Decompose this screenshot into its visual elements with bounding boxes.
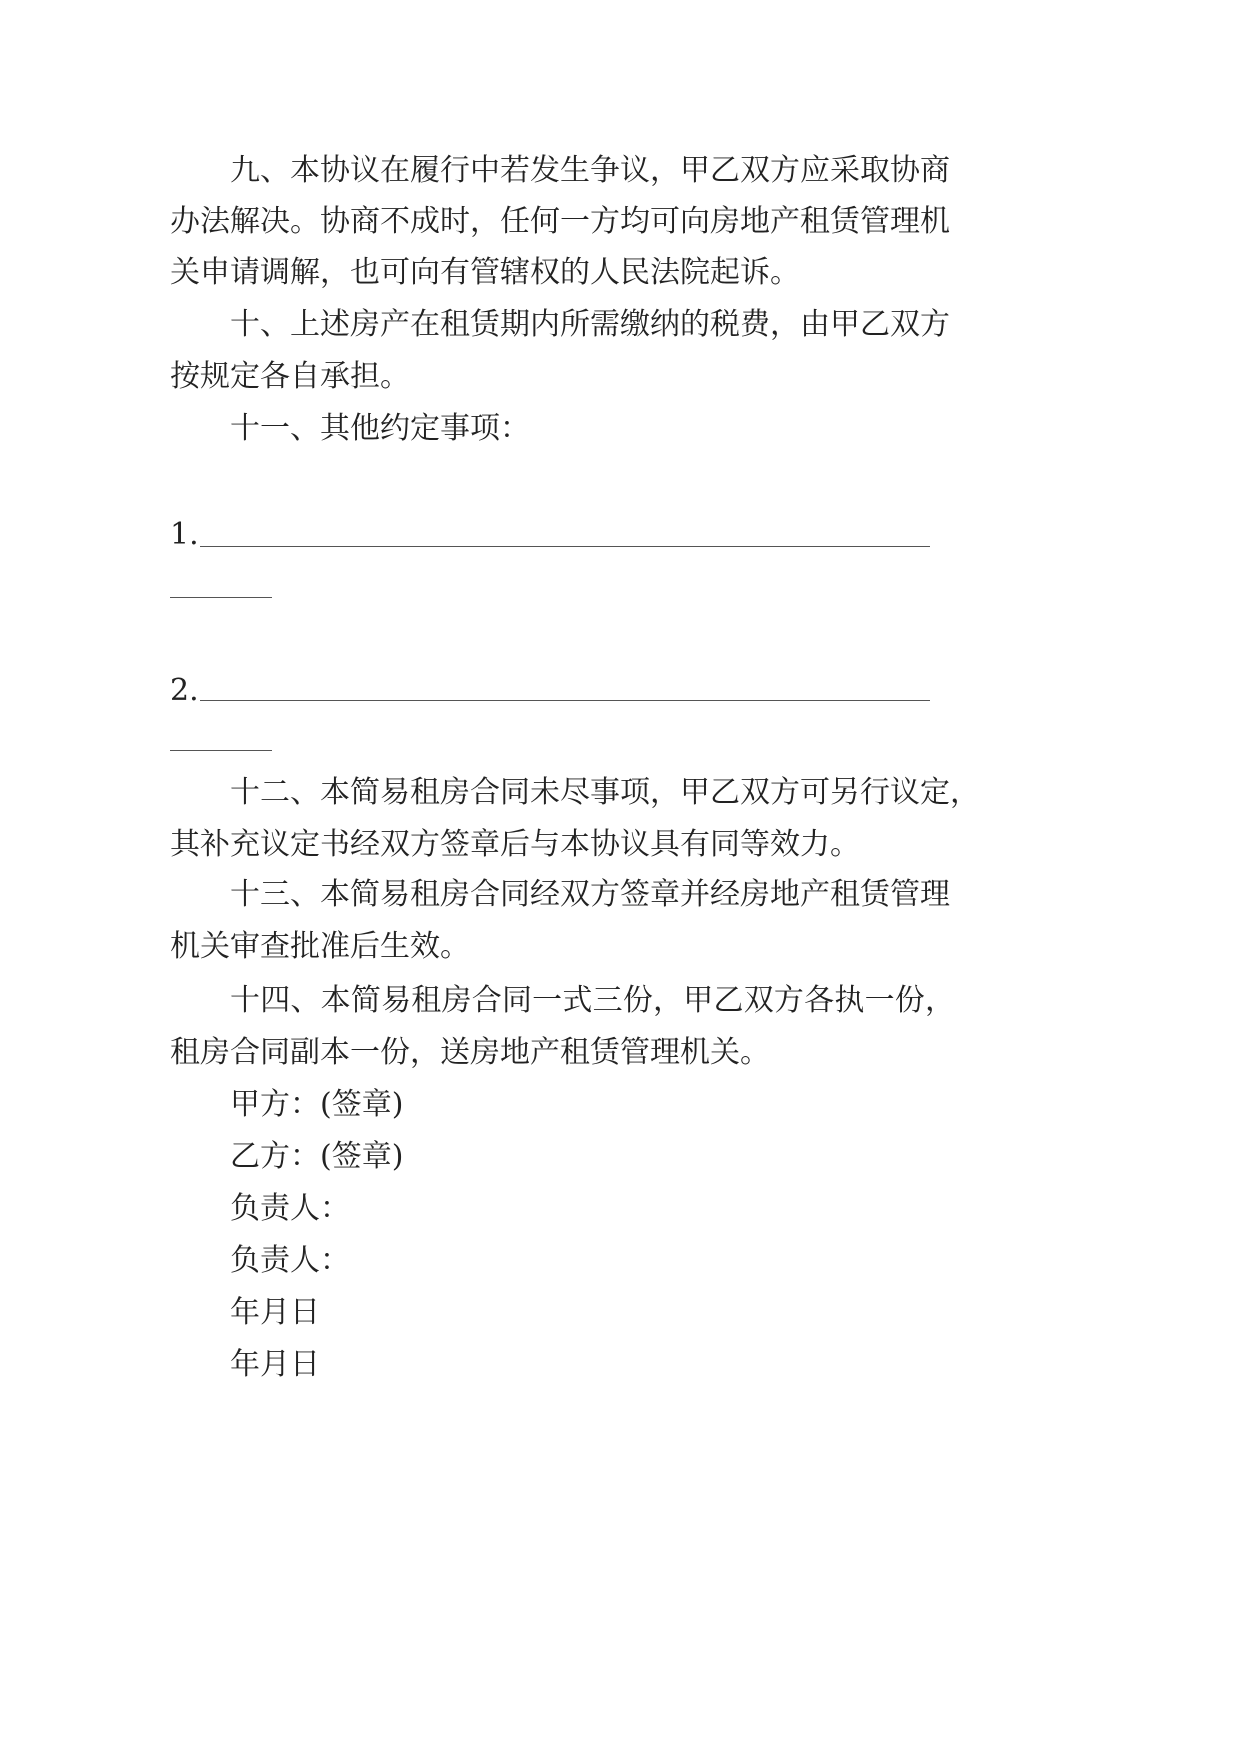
date-b: 年月日	[230, 1347, 320, 1382]
party-b-signature: 乙方：(签章)	[230, 1139, 404, 1174]
clause-13-line-1: 十三、本简易租房合同经双方签章并经房地产租赁管理	[230, 877, 950, 912]
clause-9-line-1: 九、本协议在履行中若发生争议，甲乙双方应采取协商	[230, 153, 950, 188]
responsible-person-b: 负责人：	[230, 1243, 350, 1278]
clause-11-heading: 十一、其他约定事项：	[230, 411, 530, 446]
item-1-blank-line-continued	[170, 597, 272, 598]
clause-14-line-2: 租房合同副本一份，送房地产租赁管理机关。	[170, 1035, 770, 1070]
clause-14-line-1: 十四、本简易租房合同一式三份，甲乙双方各执一份，	[230, 983, 955, 1018]
item-1-number: 1.	[170, 517, 199, 552]
clause-10-line-2: 按规定各自承担。	[170, 359, 410, 394]
item-2-blank-line	[200, 700, 930, 701]
date-a: 年月日	[230, 1295, 320, 1330]
item-2-number: 2.	[170, 673, 199, 708]
clause-9-line-3: 关申请调解，也可向有管辖权的人民法院起诉。	[170, 255, 800, 290]
clause-13-line-2: 机关审查批准后生效。	[170, 929, 470, 964]
responsible-person-a: 负责人：	[230, 1191, 350, 1226]
party-a-signature: 甲方：(签章)	[230, 1087, 404, 1122]
clause-12-line-1: 十二、本简易租房合同未尽事项，甲乙双方可另行议定，	[230, 775, 980, 810]
clause-10-line-1: 十、上述房产在租赁期内所需缴纳的税费，由甲乙双方	[230, 307, 950, 342]
item-1-blank-line	[200, 546, 930, 547]
clause-9-line-2: 办法解决。协商不成时，任何一方均可向房地产租赁管理机	[170, 204, 950, 239]
clause-12-line-2: 其补充议定书经双方签章后与本协议具有同等效力。	[170, 827, 860, 862]
item-2-blank-line-continued	[170, 750, 272, 751]
